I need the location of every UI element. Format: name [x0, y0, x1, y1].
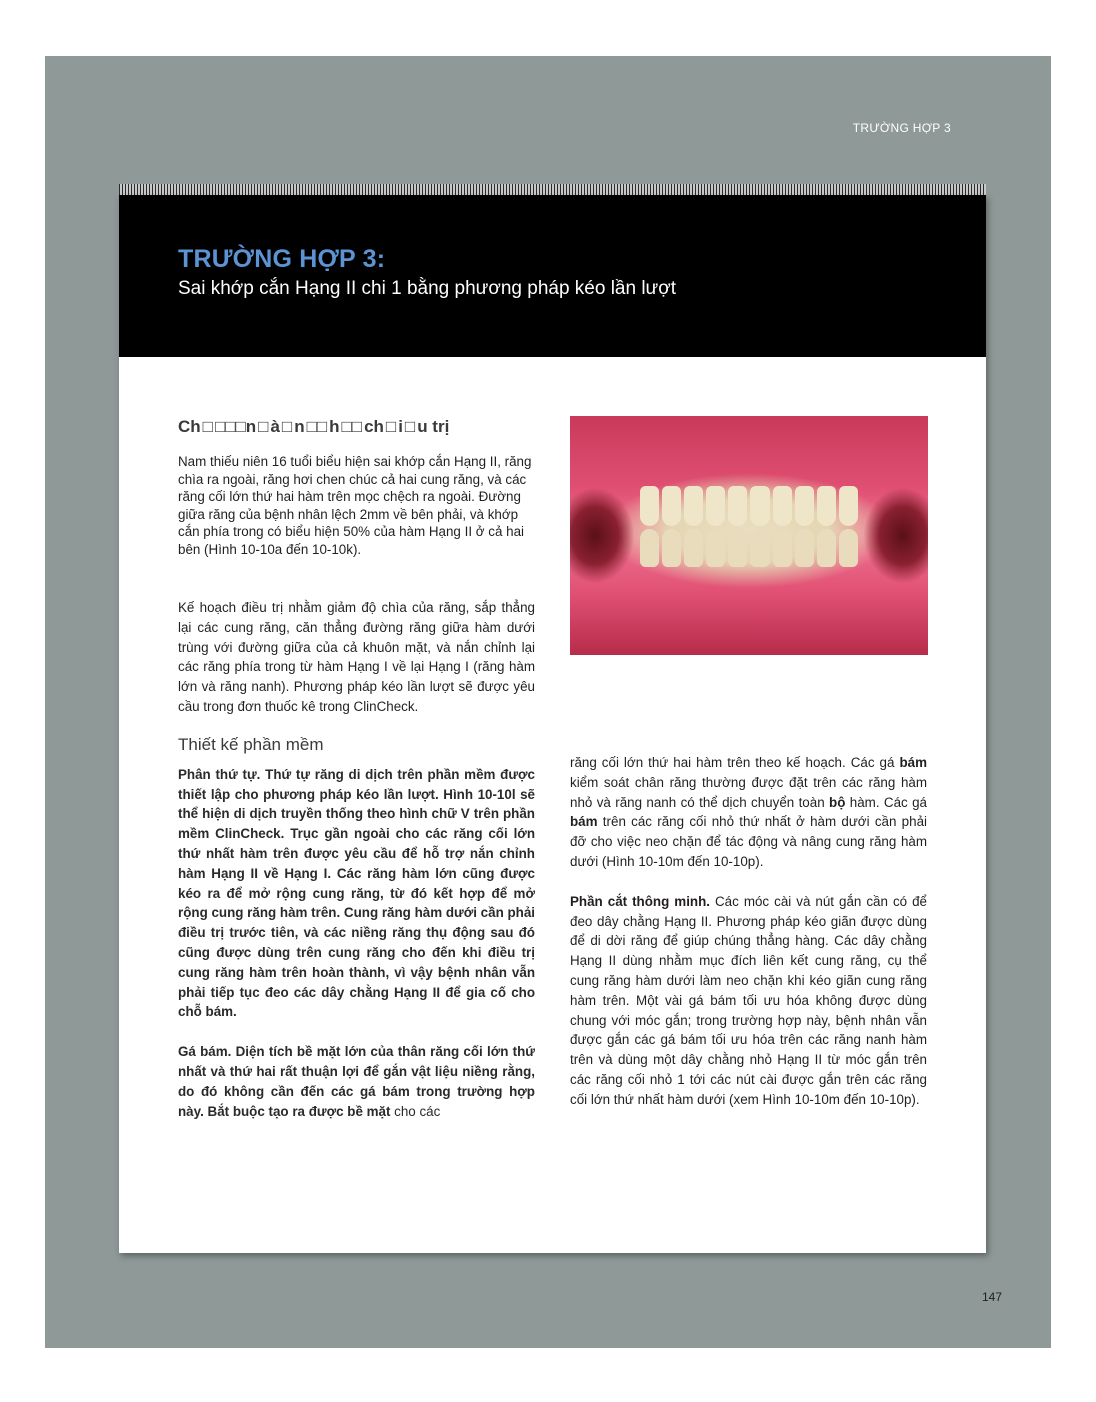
lower-teeth — [640, 529, 858, 567]
attachment-paragraph — [178, 1042, 535, 1121]
continued-paragraph: răng cối lớn thứ hai hàm trên theo kế hoạch. Các gá bám kiểm soát chân răng thường được đặt trên các răng hàm nhỏ và răng nanh có thể dịch chuyển toàn bộ hàm. Các gá bám trên các răng cối nhỏ thứ nhất ở hàm dưới cần phải đỡ cho việc neo chặn để tác động và nâng cung răng hàm dưới (Hình 10-10m đến 10-10p). — [570, 755, 927, 869]
ruler-strip — [119, 184, 986, 195]
heading-fragment: à — [270, 417, 280, 436]
heading-fragment: □□□n — [214, 417, 257, 436]
diagnosis-paragraph: Nam thiếu niên 16 tuổi biểu hiện sai khớp cắn Hạng II, răng chìa ra ngoài, răng hơi chen chúc cả hai cung răng, và các răng cối lớn thứ hai hàm trên mọc chệch ra ngoài. Đường giữa răng của bệnh nhân lệch 2mm về bên phải, và khớp cắn phía trong có biểu hiện 50% của hàm Hạng II ở cả hai bên (Hình 10-10a đến 10-10k). — [178, 454, 532, 557]
heading-fragment: □ — [385, 417, 397, 436]
case-title: TRƯỜNG HỢP 3: — [178, 245, 386, 273]
running-head: TRƯỜNG HỢP 3 — [852, 121, 951, 135]
section-heading-diagnosis — [178, 417, 535, 437]
left-column — [178, 417, 535, 1121]
case-subtitle: Sai khớp cắn Hạng II chi 1 bằng phương pháp kéo lần lượt — [178, 278, 677, 299]
smart-cut-paragraph — [570, 892, 927, 1110]
heading-fragment: □□ — [341, 417, 363, 436]
right-column — [570, 753, 927, 1110]
attachment-tail: cho các — [390, 1103, 441, 1119]
heading-fragment: □ — [202, 417, 213, 436]
intraoral-photo — [570, 416, 928, 655]
heading-fragment: □ — [404, 417, 416, 436]
sequence-paragraph — [178, 765, 535, 1022]
heading-fragment: Ch — [178, 417, 201, 436]
attachment-lead: Gá bám. — [178, 1044, 232, 1060]
heading-fragment: □ — [281, 417, 293, 436]
heading-fragment: i — [398, 417, 403, 436]
heading-fragment: n — [294, 417, 305, 436]
content-panel — [119, 195, 986, 1253]
heading-fragment: u trị — [417, 417, 450, 436]
smart-cut-text: Các móc cài và nút gắn cần có để đeo dây chằng Hạng II. Phương pháp kéo giãn được dùng để di dời răng để giúp chúng thẳng hàng. Các dây chằng Hạng II dùng nhằm mục đích liên kết cung răng, cụ thể cung răng hàm dưới làm neo chặn khi kéo giãn cung răng hàm trên. Một vài gá bám tối ưu hóa không được dùng chung với móc gắn; trong trường hợp này, bệnh nhân vẫn được gắn các gá bám tối ưu hóa trên các răng nanh hàm trên và dùng một dây chằng nhỏ Hạng II từ móc gắn trên các răng cối nhỏ 1 tới các nút cài được gắn trên các răng cối lớn thứ nhất hàm dưới (xem Hình 10-10m đến 10-10p). — [570, 893, 928, 1107]
upper-teeth — [640, 486, 858, 526]
heading-fragment: □ — [258, 417, 269, 436]
treatment-plan-paragraph: Kế hoạch điều trị nhằm giảm độ chìa của răng, sắp thẳng lại các cung răng, căn thẳng đường răng giữa hàm dưới trùng với đường giữa của cả khuôn mặt, và nắn chỉnh lại các răng phía trong từ hàm Hạng I về lại Hạng I (răng hàm lớn và răng nanh). Phương pháp kéo lần lượt sẽ được yêu cầu trong đơn thuốc kê trong ClinCheck. — [178, 600, 535, 714]
sequence-text: Thứ tự răng di dịch trên phần mềm được thiết lập cho phương pháp kéo lần lượt. Hình 10-10l sẽ thể hiện di dịch truyền thống theo hình chữ V trên phần mềm ClinCheck. Trục gần ngoài cho các răng cối lớn thứ nhất hàm trên được yêu cầu để hỗ trợ nắn chỉnh hàm Hạng II về Hạng I. Các răng hàm lớn cũng được kéo ra để mở rộng cung răng, từ đó kết hợp để mở rộng cung răng hàm trên. Cung răng hàm dưới cần phải điều trị trước tiên, và các niềng răng thụ động sau đó cũng được dùng trên cung răng cho đến khi điều trị cung răng hàm trên hoàn thành, vì vậy bệnh nhân vẫn phải tiếp tục đeo các dây chằng Hạng II để gia cố cho chỗ bám. — [178, 766, 535, 1020]
page-number: 147 — [982, 1290, 1003, 1304]
heading-fragment: □□ — [306, 417, 328, 436]
title-banner — [119, 195, 986, 357]
heading-fragment: h — [329, 417, 340, 436]
attachment-text: Diện tích bề mặt lớn của thân răng cối lớn thứ nhất và thứ hai rất thuận lợi để gắn vật liệu niềng rằng, do đó không cần đến các gá bám trong trường hợp này. Bắt buộc tạo ra được bề mặt — [178, 1044, 535, 1119]
section-heading-software-design: Thiết kế phần mềm — [178, 734, 324, 754]
heading-fragment: ch — [364, 417, 384, 436]
sequence-lead: Phân thứ tự. — [178, 766, 261, 782]
smart-cut-lead: Phần cắt thông minh. — [570, 893, 710, 909]
